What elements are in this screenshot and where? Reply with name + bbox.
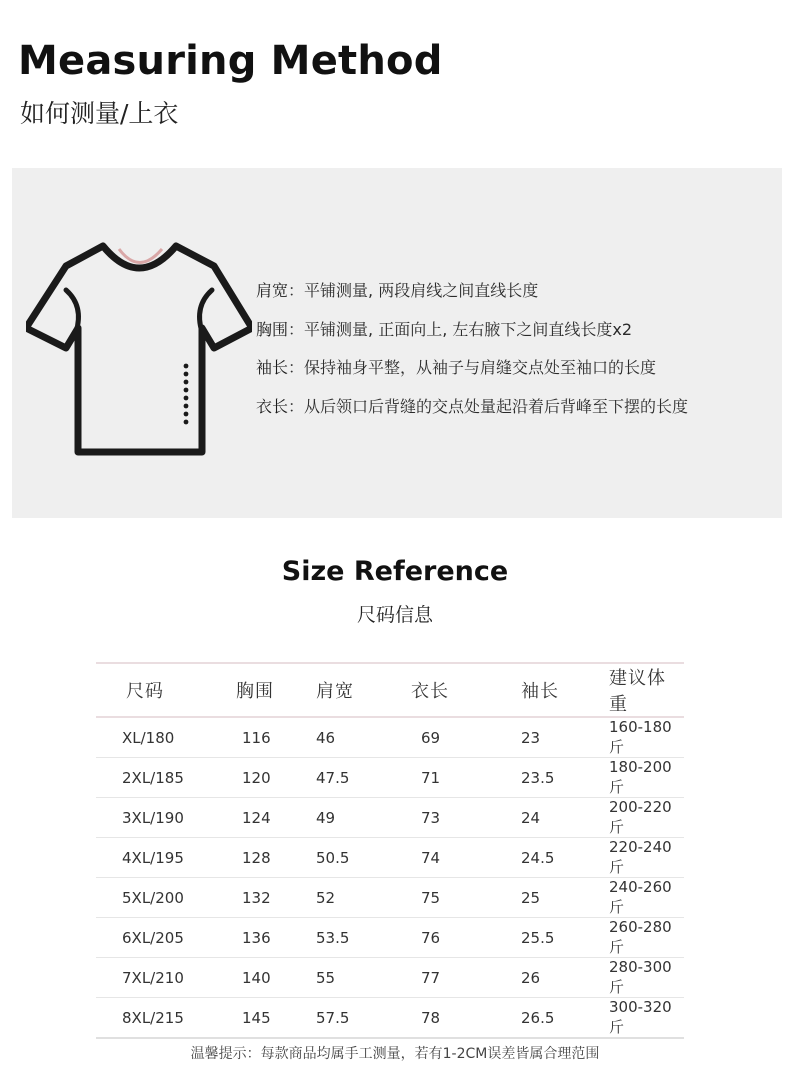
table-row — [96, 878, 684, 918]
cell-shoulder: 47.5 — [302, 758, 401, 798]
instruction-term: 肩宽 — [256, 281, 289, 300]
table-row — [96, 918, 684, 958]
cell-length: 74 — [401, 838, 509, 878]
measurement-instructions — [256, 272, 688, 426]
cell-sleeve: 25 — [509, 878, 609, 918]
cell-size: 6XL/205 — [96, 918, 216, 958]
measuring-method-panel — [12, 168, 782, 518]
cell-weight: 300-320斤 — [609, 998, 684, 1039]
table-row — [96, 717, 684, 758]
cell-sleeve: 26.5 — [509, 998, 609, 1039]
cell-sleeve: 25.5 — [509, 918, 609, 958]
footer-note: 温馨提示：每款商品均属手工测量，若有1-2CM误差皆属合理范围 — [190, 1046, 600, 1062]
cell-size: 2XL/185 — [96, 758, 216, 798]
cell-sleeve: 24.5 — [509, 838, 609, 878]
cell-shoulder: 46 — [302, 717, 401, 758]
cell-length: 77 — [401, 958, 509, 998]
instruction-separator: ： — [288, 281, 305, 300]
cell-weight: 160-180斤 — [609, 717, 684, 758]
cell-shoulder: 49 — [302, 798, 401, 838]
column-header-sleeve: 袖长 — [509, 663, 609, 717]
cell-chest: 136 — [216, 918, 302, 958]
column-header-shoulder: 肩宽 — [302, 663, 401, 717]
cell-size: 7XL/210 — [96, 958, 216, 998]
cell-shoulder: 53.5 — [302, 918, 401, 958]
instruction-text: 平铺测量, 正面向上, 左右腋下之间直线长度x2 — [304, 319, 633, 339]
column-header-chest: 胸围 — [216, 663, 302, 717]
size-reference-subtitle: 尺码信息 — [356, 604, 433, 626]
column-header-weight: 建议体重 — [609, 663, 684, 717]
table-row — [96, 798, 684, 838]
instruction-separator: ： — [288, 319, 305, 339]
instruction-separator: ： — [288, 358, 305, 377]
cell-chest: 128 — [216, 838, 302, 878]
cell-size: XL/180 — [96, 717, 216, 758]
cell-sleeve: 23 — [509, 717, 609, 758]
size-chart-table — [96, 662, 684, 1039]
instruction-separator: ： — [288, 396, 305, 416]
instruction-shoulder-width — [256, 272, 688, 311]
cell-size: 4XL/195 — [96, 838, 216, 878]
cell-length: 71 — [401, 758, 509, 798]
cell-chest: 140 — [216, 958, 302, 998]
cell-chest: 124 — [216, 798, 302, 838]
cell-shoulder: 52 — [302, 878, 401, 918]
instruction-text: 保持袖身平整，从袖子与肩缝交点处至袖口的长度 — [304, 358, 657, 377]
cell-sleeve: 23.5 — [509, 758, 609, 798]
instruction-term: 胸围 — [256, 319, 289, 339]
cell-shoulder: 57.5 — [302, 998, 401, 1039]
cell-size: 8XL/215 — [96, 998, 216, 1039]
cell-weight: 220-240斤 — [609, 838, 684, 878]
cell-chest: 145 — [216, 998, 302, 1039]
cell-weight: 260-280斤 — [609, 918, 684, 958]
column-header-size: 尺码 — [96, 663, 216, 717]
cell-size: 5XL/200 — [96, 878, 216, 918]
instruction-text: 从后领口后背缝的交点处量起沿着后背峰至下摆的长度 — [304, 396, 689, 416]
cell-chest: 132 — [216, 878, 302, 918]
cell-length: 78 — [401, 998, 509, 1039]
instruction-body-length — [256, 388, 688, 427]
table-header-row — [96, 663, 684, 717]
cell-length: 75 — [401, 878, 509, 918]
cell-chest: 120 — [216, 758, 302, 798]
instruction-term: 袖长 — [256, 358, 289, 377]
table-row — [96, 998, 684, 1039]
cell-weight: 200-220斤 — [609, 798, 684, 838]
page-title: Measuring Method — [18, 38, 443, 84]
instruction-sleeve-length — [256, 349, 688, 388]
cell-shoulder: 55 — [302, 958, 401, 998]
cell-weight: 280-300斤 — [609, 958, 684, 998]
instruction-term: 衣长 — [256, 396, 289, 416]
cell-sleeve: 24 — [509, 798, 609, 838]
cell-chest: 116 — [216, 717, 302, 758]
page-subtitle: 如何测量/上衣 — [20, 99, 179, 128]
cell-weight: 240-260斤 — [609, 878, 684, 918]
tshirt-outline-icon — [26, 240, 252, 456]
instruction-text: 平铺测量, 两段肩线之间直线长度 — [304, 281, 539, 300]
column-header-length: 衣长 — [401, 663, 509, 717]
cell-sleeve: 26 — [509, 958, 609, 998]
cell-shoulder: 50.5 — [302, 838, 401, 878]
cell-length: 76 — [401, 918, 509, 958]
size-reference-title: Size Reference — [281, 556, 509, 587]
table-row — [96, 838, 684, 878]
cell-length: 73 — [401, 798, 509, 838]
cell-weight: 180-200斤 — [609, 758, 684, 798]
table-row — [96, 758, 684, 798]
cell-length: 69 — [401, 717, 509, 758]
cell-size: 3XL/190 — [96, 798, 216, 838]
table-row — [96, 958, 684, 998]
instruction-chest — [256, 311, 688, 350]
